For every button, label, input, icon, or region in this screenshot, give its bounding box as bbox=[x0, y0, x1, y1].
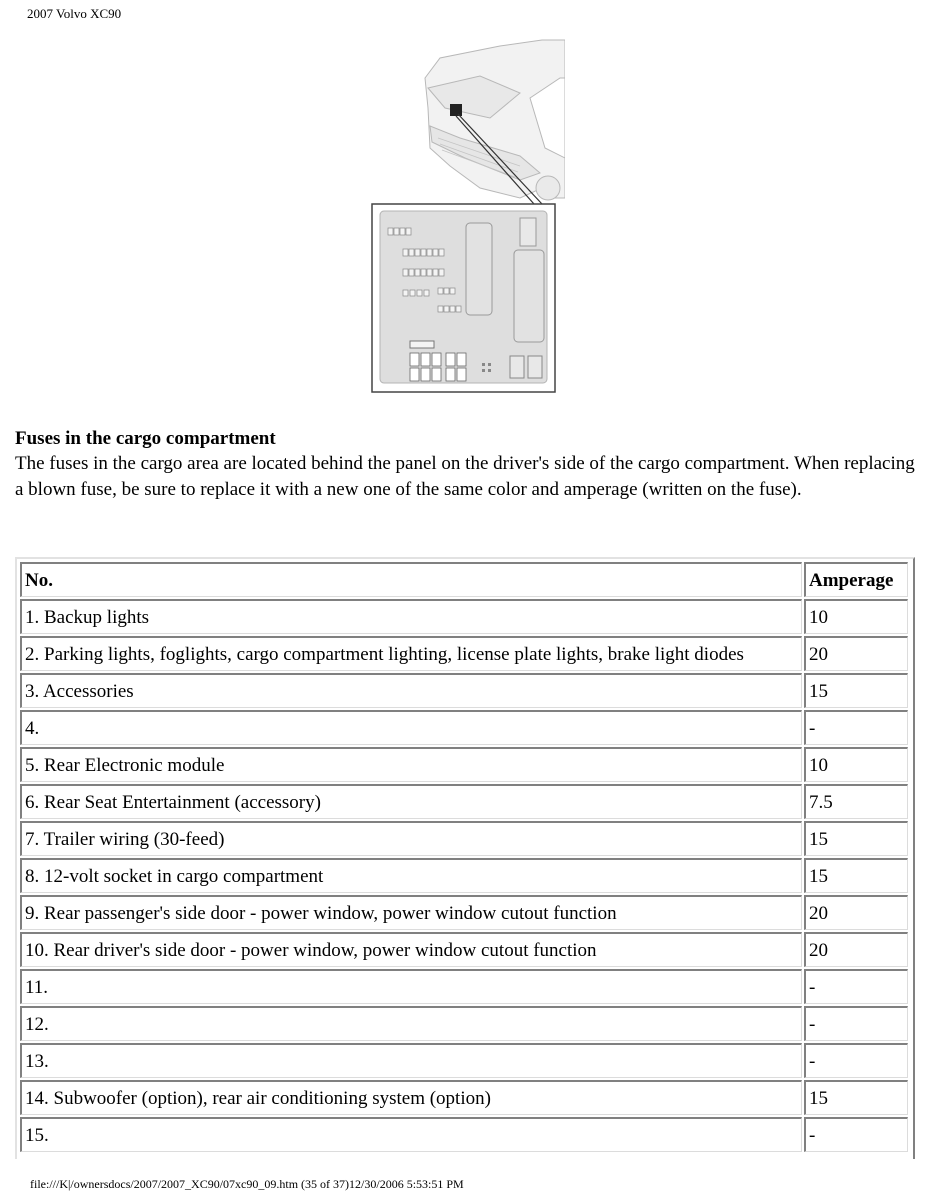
section-title: Fuses in the cargo compartment bbox=[15, 428, 276, 449]
fuse-description-cell: 2. Parking lights, foglights, cargo compartment lighting, license plate lights, brake light diodes bbox=[20, 636, 802, 671]
table-row bbox=[20, 1006, 908, 1041]
table-row bbox=[20, 895, 908, 930]
fuse-amperage-cell: 7.5 bbox=[804, 784, 908, 819]
fuse-amperage-cell: - bbox=[804, 1043, 908, 1078]
header-amperage: Amperage bbox=[804, 562, 908, 597]
table-header-row bbox=[20, 562, 908, 597]
fuse-table bbox=[18, 560, 910, 1154]
fuse-amperage-cell: 15 bbox=[804, 858, 908, 893]
fuse-description-cell: 5. Rear Electronic module bbox=[20, 747, 802, 782]
fuse-description-cell: 4. bbox=[20, 710, 802, 745]
fuse-amperage-cell: 20 bbox=[804, 932, 908, 967]
table-row bbox=[20, 599, 908, 634]
fuse-description-cell: 10. Rear driver's side door - power window, power window cutout function bbox=[20, 932, 802, 967]
table-row bbox=[20, 784, 908, 819]
fuse-box-diagram-icon bbox=[370, 38, 565, 394]
table-row bbox=[20, 932, 908, 967]
fuse-description-cell: 6. Rear Seat Entertainment (accessory) bbox=[20, 784, 802, 819]
header-no: No. bbox=[20, 562, 802, 597]
table-row bbox=[20, 969, 908, 1004]
table-row bbox=[20, 858, 908, 893]
fuse-amperage-cell: 10 bbox=[804, 599, 908, 634]
table-row bbox=[20, 821, 908, 856]
fuse-amperage-cell: 20 bbox=[804, 636, 908, 671]
fuse-description-cell: 14. Subwoofer (option), rear air conditioning system (option) bbox=[20, 1080, 802, 1115]
fuse-amperage-cell: 15 bbox=[804, 673, 908, 708]
fuse-description-cell: 11. bbox=[20, 969, 802, 1004]
fuse-amperage-cell: - bbox=[804, 710, 908, 745]
fuse-description-cell: 7. Trailer wiring (30-feed) bbox=[20, 821, 802, 856]
table-row bbox=[20, 747, 908, 782]
fuse-description-cell: 15. bbox=[20, 1117, 802, 1152]
fuse-description-cell: 9. Rear passenger's side door - power window, power window cutout function bbox=[20, 895, 802, 930]
fuse-amperage-cell: - bbox=[804, 969, 908, 1004]
running-head: 2007 Volvo XC90 bbox=[27, 6, 122, 21]
fuse-description-cell: 1. Backup lights bbox=[20, 599, 802, 634]
table-row bbox=[20, 673, 908, 708]
table-row bbox=[20, 636, 908, 671]
fuse-table-container bbox=[15, 557, 915, 1159]
cargo-fuses-section bbox=[15, 426, 915, 502]
fuse-description-cell: 8. 12-volt socket in cargo compartment bbox=[20, 858, 802, 893]
fuse-amperage-cell: 15 bbox=[804, 1080, 908, 1115]
fuse-description-cell: 3. Accessories bbox=[20, 673, 802, 708]
fuse-amperage-cell: - bbox=[804, 1117, 908, 1152]
table-row bbox=[20, 1043, 908, 1078]
fuse-description-cell: 13. bbox=[20, 1043, 802, 1078]
fuse-description-cell: 12. bbox=[20, 1006, 802, 1041]
fuse-amperage-cell: 20 bbox=[804, 895, 908, 930]
fuse-amperage-cell: 15 bbox=[804, 821, 908, 856]
fuse-amperage-cell: 10 bbox=[804, 747, 908, 782]
fuse-box-location-figure bbox=[370, 38, 565, 394]
fuse-amperage-cell: - bbox=[804, 1006, 908, 1041]
table-row bbox=[20, 1080, 908, 1115]
table-row bbox=[20, 710, 908, 745]
page-footer: file:///K|/ownersdocs/2007/2007_XC90/07xc90_09.htm (35 of 37)12/30/2006 5:53:51 PM bbox=[30, 1177, 464, 1191]
section-body: The fuses in the cargo area are located behind the panel on the driver's side of the cargo compartment. When replacing a blown fuse, be sure to replace it with a new one of the same color and amperage (written on the fuse). bbox=[15, 453, 915, 500]
table-row bbox=[20, 1117, 908, 1152]
